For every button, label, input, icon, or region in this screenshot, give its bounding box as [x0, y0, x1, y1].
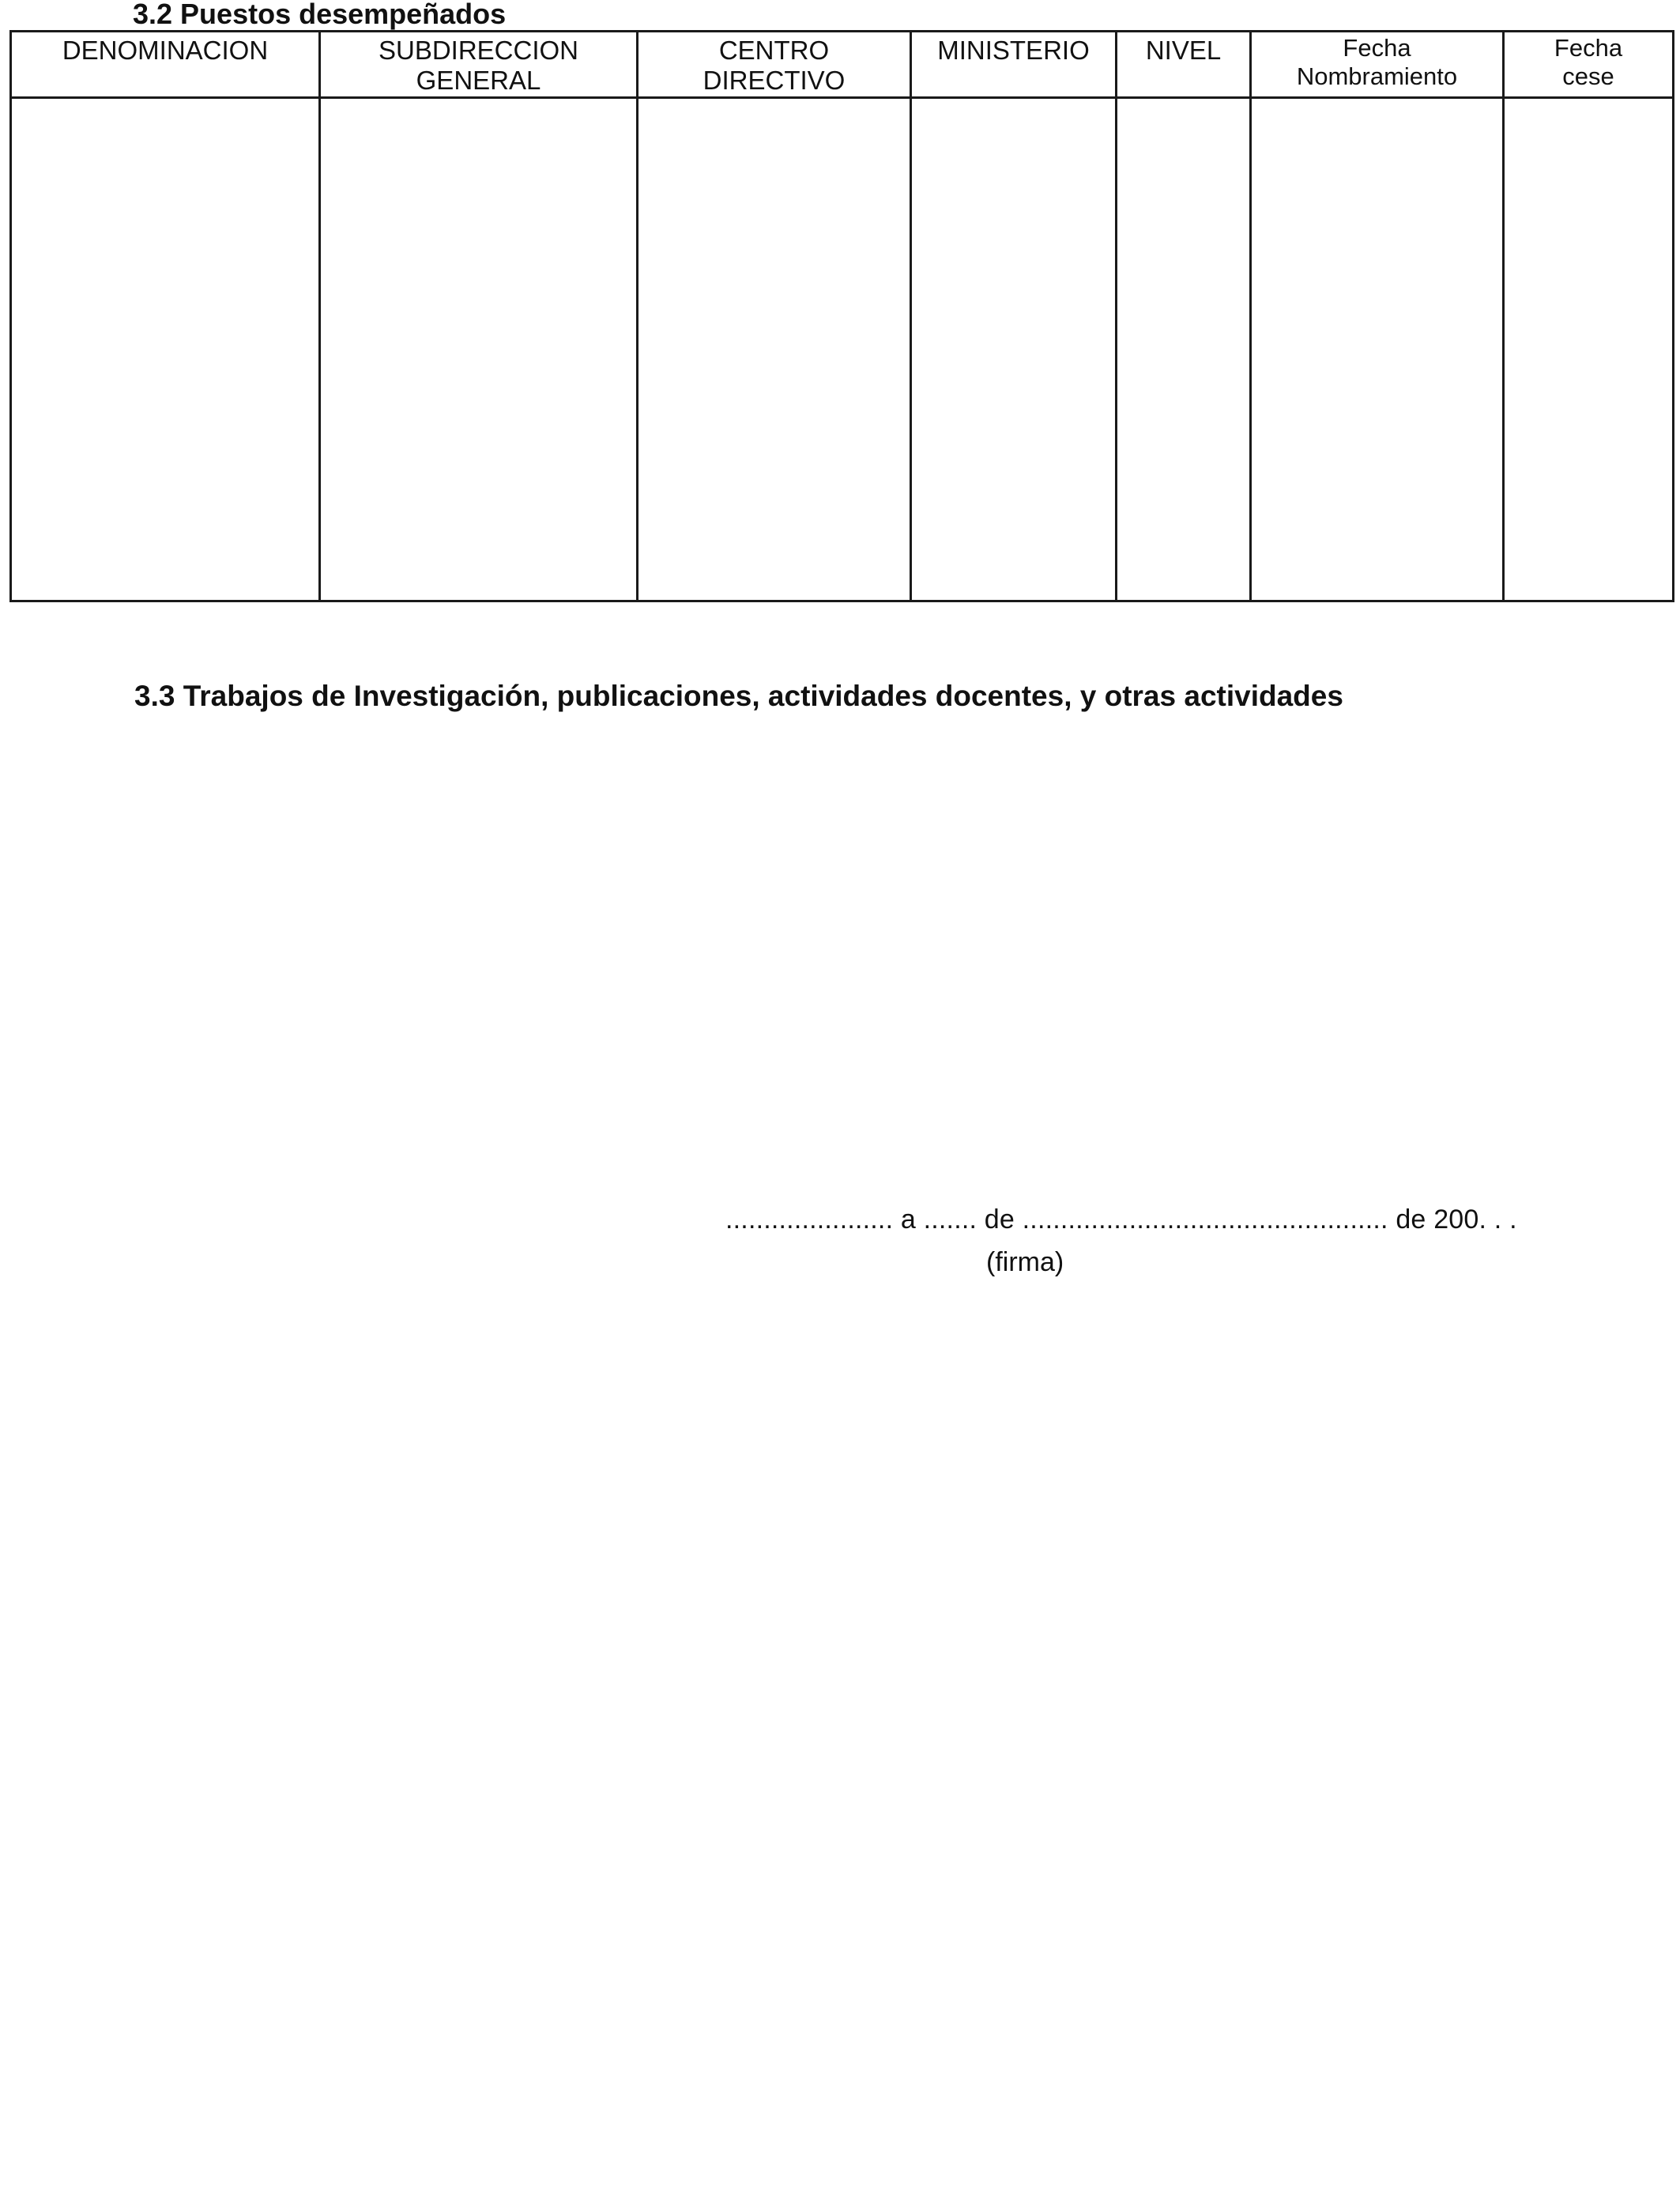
cell-ministerio[interactable] — [911, 98, 1117, 601]
section-3-2-title: 3.2 Puestos desempeñados — [133, 0, 507, 30]
column-header-line1: CENTRO — [718, 36, 830, 65]
column-header-line1: DENOMINACION — [62, 36, 269, 65]
column-header-line2: cese — [1562, 62, 1614, 90]
column-header-subdireccion-general — [320, 32, 638, 98]
cell-fecha-cese[interactable] — [1504, 98, 1674, 601]
cell-subdireccion-general[interactable] — [320, 98, 638, 601]
column-header-fecha-cese — [1504, 32, 1674, 98]
column-header-ministerio — [911, 32, 1117, 98]
column-header-line1: Fecha — [1343, 34, 1411, 62]
column-header-line1: SUBDIRECCION — [378, 36, 579, 65]
column-header-centro-directivo — [638, 32, 911, 98]
column-header-line1: MINISTERIO — [937, 36, 1090, 65]
signature-label: (firma) — [986, 1247, 1064, 1277]
column-header-line1: Fecha — [1554, 34, 1623, 62]
column-header-fecha-nombramiento — [1251, 32, 1504, 98]
column-header-line2: Nombramiento — [1296, 62, 1458, 90]
column-header-line1: NIVEL — [1145, 36, 1222, 65]
cell-fecha-nombramiento[interactable] — [1251, 98, 1504, 601]
puestos-desempenados-table — [9, 30, 1674, 602]
table-row — [11, 98, 1674, 601]
table-header-row — [11, 32, 1674, 98]
cell-nivel[interactable] — [1117, 98, 1251, 601]
column-header-line2: GENERAL — [416, 66, 541, 95]
section-3-3-title: 3.3 Trabajos de Investigación, publicaciones, actividades docentes, y otras actividades — [134, 680, 1343, 712]
column-header-line2: DIRECTIVO — [703, 66, 846, 95]
cell-centro-directivo[interactable] — [638, 98, 911, 601]
column-header-denominacion — [11, 32, 320, 98]
column-header-nivel — [1117, 32, 1251, 98]
cell-denominacion[interactable] — [11, 98, 320, 601]
signature-date-line: ...................... a ....... de ................................................ de 200. . . — [725, 1204, 1517, 1235]
